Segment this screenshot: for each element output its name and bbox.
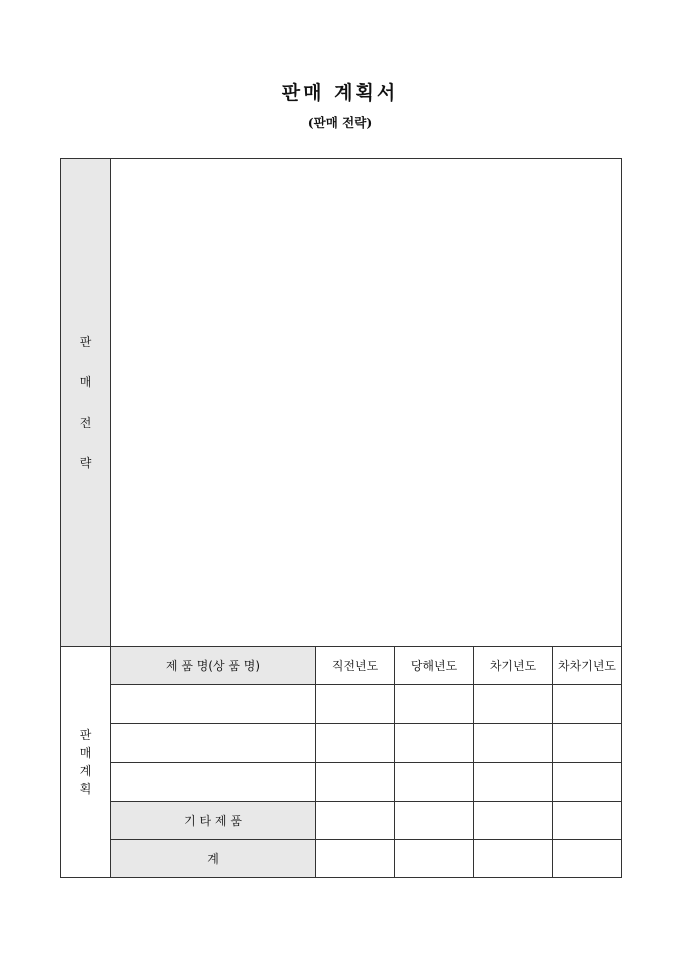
value-cell[interactable] (474, 802, 553, 840)
strategy-content-area[interactable] (111, 159, 622, 647)
total-row (61, 840, 622, 878)
strategy-label-char: 매 (79, 375, 92, 389)
plan-label-char: 매 (79, 746, 92, 760)
value-cell[interactable] (395, 802, 474, 840)
product-name-cell[interactable] (111, 685, 316, 724)
product-name-cell[interactable] (111, 724, 316, 763)
value-cell[interactable] (395, 763, 474, 802)
value-cell[interactable] (553, 840, 622, 878)
sales-plan-form (60, 158, 622, 878)
value-cell[interactable] (553, 763, 622, 802)
value-cell[interactable] (316, 763, 395, 802)
value-cell[interactable] (553, 685, 622, 724)
plan-label-char: 획 (79, 782, 92, 796)
strategy-label-char: 판 (79, 334, 92, 349)
plan-label-char: 판 (79, 728, 92, 742)
plan-header-row (61, 647, 622, 685)
header-current-year: 당해년도 (395, 647, 474, 685)
header-year-after-next: 차차기년도 (553, 647, 622, 685)
value-cell[interactable] (474, 763, 553, 802)
value-cell[interactable] (316, 724, 395, 763)
value-cell[interactable] (395, 724, 474, 763)
product-name-cell[interactable] (111, 763, 316, 802)
value-cell[interactable] (474, 840, 553, 878)
total-label: 계 (111, 840, 316, 878)
value-cell[interactable] (553, 802, 622, 840)
plan-label-char: 계 (79, 764, 92, 778)
value-cell[interactable] (316, 802, 395, 840)
table-row (61, 724, 622, 763)
value-cell[interactable] (395, 840, 474, 878)
strategy-label-char: 략 (79, 456, 92, 470)
value-cell[interactable] (474, 724, 553, 763)
table-row (61, 763, 622, 802)
other-products-row (61, 802, 622, 840)
other-products-label: 기 타 제 품 (111, 802, 316, 840)
strategy-row (61, 159, 622, 647)
value-cell[interactable] (553, 724, 622, 763)
value-cell[interactable] (316, 685, 395, 724)
plan-label (61, 647, 111, 878)
document-title: 판매 계획서 (281, 82, 399, 104)
value-cell[interactable] (474, 685, 553, 724)
value-cell[interactable] (395, 685, 474, 724)
strategy-label (61, 159, 111, 647)
value-cell[interactable] (316, 840, 395, 878)
document-subtitle: (판매 전략) (307, 115, 373, 130)
table-row (61, 685, 622, 724)
strategy-label-char: 전 (79, 415, 92, 430)
header-next-year: 차기년도 (474, 647, 553, 685)
header-prev-year: 직전년도 (316, 647, 395, 685)
header-product-name: 제 품 명(상 품 명) (111, 647, 316, 685)
